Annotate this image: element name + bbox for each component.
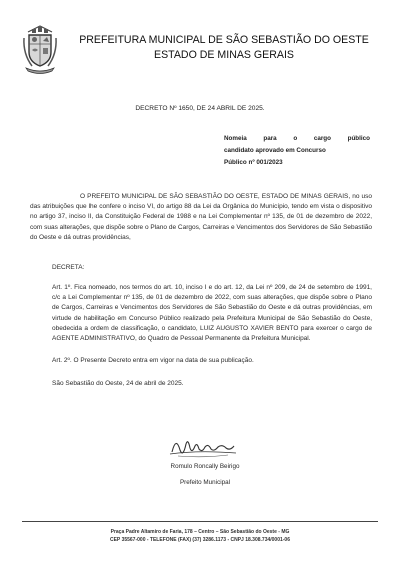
coat-of-arms-icon bbox=[22, 24, 58, 74]
document-header bbox=[64, 33, 384, 63]
footer bbox=[0, 528, 400, 544]
preamble-paragraph: O PREFEITO MUNICIPAL DE SÃO SEBASTIÃO DO OESTE, ESTADO DE MINAS GERAIS, no uso das atribuições que lhe confere o inciso VI, do artigo 88 da Lei da Orgânica do Município, tendo em vista o dispositivo no artigo 37, inciso II, da Constituição Federal de 1988 e na Lei Complementar nº 135, de 01 de dezembro de 2022, com suas alterações, que dispõe sobre o Plano de Cargos, Carreiras e Vencimentos dos Servidores de São Sebastião do Oeste e dá outras providências, bbox=[30, 193, 372, 241]
footer-contact: CEP 35567-000 - TELEFONE (FAX) (37) 3286.1173 - CNPJ 18.308.734/0001-06 bbox=[109, 537, 290, 543]
footer-divider bbox=[22, 521, 378, 522]
article-1-paragraph bbox=[52, 283, 372, 344]
decree-number: DECRETO Nº 1650, DE 24 ABRIL DE 2025. bbox=[135, 105, 265, 112]
header-state: ESTADO DE MINAS GERAIS bbox=[154, 49, 294, 61]
article-1-text-end: para exercer o cargo de AGENTE ADMINISTRATIVO, do Quadro de Pessoal Permanente da Prefeitura Municipal. bbox=[52, 324, 372, 343]
header-city-hall: PREFEITURA MUNICIPAL DE SÃO SEBASTIÃO DO OESTE bbox=[79, 34, 369, 46]
ementa-line: Nomeia para o cargo público bbox=[224, 135, 370, 142]
place-date: São Sebastião do Oeste, 24 de abril de 2025. bbox=[52, 380, 184, 387]
ementa-line: Público nº 001/2023 bbox=[224, 159, 283, 166]
decreta-label: DECRETA: bbox=[52, 264, 85, 271]
ementa-line: candidato aprovado em Concurso bbox=[224, 147, 326, 154]
article-2-paragraph: Art. 2º. O Presente Decreto entra em vigor na data de sua publicação. bbox=[52, 357, 254, 364]
ementa bbox=[224, 133, 370, 169]
signature-icon bbox=[168, 432, 238, 460]
footer-address: Praça Padre Altamiro de Faria, 178 – Centro – São Sebastião do Oeste - MG bbox=[110, 529, 290, 535]
appointee-name: LUIZ AUGUSTO XAVIER BENTO bbox=[200, 324, 299, 332]
article-1-text-start: Art. 1º. Fica nomeado, nos termos do art. 10, inciso I e do art. 12, da Lei nº 209, de 24 de setembro de 1991, c/c a Lei Complementar nº 135, de 01 de dezembro de 2022, com suas alterações, que dispõe sobre o Plano de Cargos, Carreiras e Vencimentos dos Servidores de São Sebastião do Oeste e dá outras providências, em virtude de habilitação em Concurso Público realizado pela Prefeitura Municipal de São Sebastião do Oeste, obedecida a ordem de classificação, o candidato, bbox=[52, 284, 372, 332]
signer-role: Prefeito Municipal bbox=[179, 479, 231, 486]
signer-name: Romulo Roncally Beirigo bbox=[170, 463, 240, 470]
